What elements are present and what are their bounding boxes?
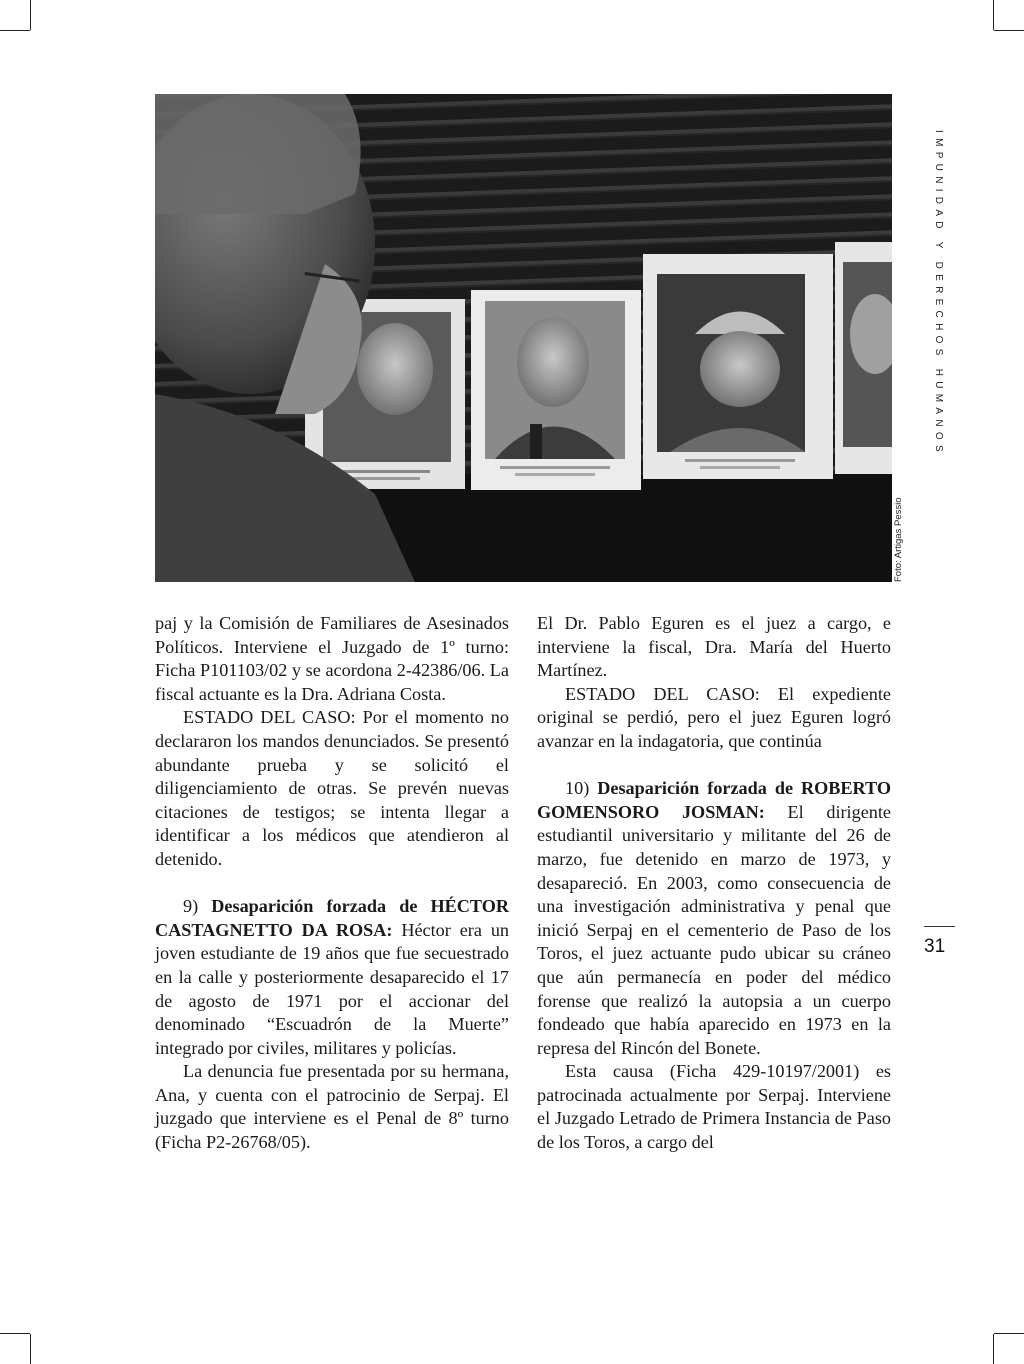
crop-mark-bottom-left-h (0, 1333, 30, 1334)
crop-mark-bottom-right-h (994, 1333, 1024, 1334)
paragraph: El Dr. Pablo Eguren es el juez a cargo, e interviene la fiscal, Dra. María del Huerto Martínez. (537, 613, 891, 681)
portrait-sheet-2 (471, 290, 641, 490)
case-number: 10) (565, 778, 590, 799)
portrait-sheet-4 (835, 242, 892, 474)
crop-mark-bottom-right-v (993, 1334, 994, 1364)
case-heading: Desaparición forzada de HÉCTOR CASTAGNETTO DA ROSA: (155, 896, 510, 940)
paragraph: paj y la Comisión de Familiares de Asesinados Políticos. Interviene el Juzgado de 1º turno: Ficha P101103/02 y se acordona 2-42386/06. La fiscal actuante es la Dra. Adriana Costa. (155, 613, 509, 704)
page-number: 31 (924, 936, 946, 957)
crop-mark-top-left-h (0, 30, 30, 31)
crop-mark-bottom-left-v (30, 1334, 31, 1364)
crop-mark-top-right-h (994, 30, 1024, 31)
case-paragraph: 10) Desaparición forzada de ROBERTO GOMENSORO JOSMAN: El dirigente estudiantil universitario y militante del 26 de marzo, fue detenido en marzo de 1973, y desapareció. En 2003, como consecuencia de una investigación administrativa y penal que inició Serpaj en el cementerio de Paso de los Toros, el juez actuante pudo ubicar su cráneo que aún permanecía en poder del médico forense que realizó la autopsia a un cuerpo fondeado que había aparecido en 1973 en la represa del Rincón del Bonete. (537, 778, 891, 1058)
running-head: IMPUNIDAD Y DERECHOS HUMANOS (933, 130, 944, 457)
case-number: 9) (183, 896, 199, 917)
case-heading: Desaparición forzada de ROBERTO GOMENSORO JOSMAN: (537, 778, 891, 822)
paragraph: La denuncia fue presentada por su hermana, Ana, y cuenta con el patrocinio de Serpaj. El juzgado que interviene es el Penal de 8º turno (Ficha P2-26768/05). (155, 1061, 509, 1153)
folio-rule (924, 926, 955, 927)
photo-credit: Foto: Artigas Pessio (893, 497, 904, 582)
crop-mark-top-left-v (30, 0, 31, 30)
left-column (155, 612, 509, 1155)
paragraph: ESTADO DEL CASO: Por el momento no declararon los mandos denunciados. Se presentó abundante prueba y se solicitó el diligenciamiento de otras. Se prevén nuevas citaciones de testigos; se intenta llegar a identificar a los médicos que atendieron al detenido. (155, 707, 509, 869)
right-column (537, 612, 891, 1155)
photo-illustration (155, 94, 892, 582)
paragraph: Esta causa (Ficha 429-10197/2001) es patrocinada actualmente por Serpaj. Interviene el Juzgado Letrado de Primera Instancia de Paso de los Toros, a cargo del (537, 1061, 891, 1153)
case-paragraph: 9) Desaparición forzada de HÉCTOR CASTAGNETTO DA ROSA: Héctor era un joven estudiante de 19 años que fue secuestrado en la calle y posteriormente desaparecido el 17 de agosto de 1971 por el accionar del denominado “Escuadrón de la Muerte” integrado por civiles, militares y policías. (155, 896, 510, 1058)
paragraph: ESTADO DEL CASO: El expediente original se perdió, pero el juez Eguren logró avanzar en la indagatoria, que continúa (537, 683, 891, 751)
crop-mark-top-right-v (993, 0, 994, 30)
portrait-sheet-3 (643, 254, 833, 479)
photo-portraits (155, 94, 892, 582)
